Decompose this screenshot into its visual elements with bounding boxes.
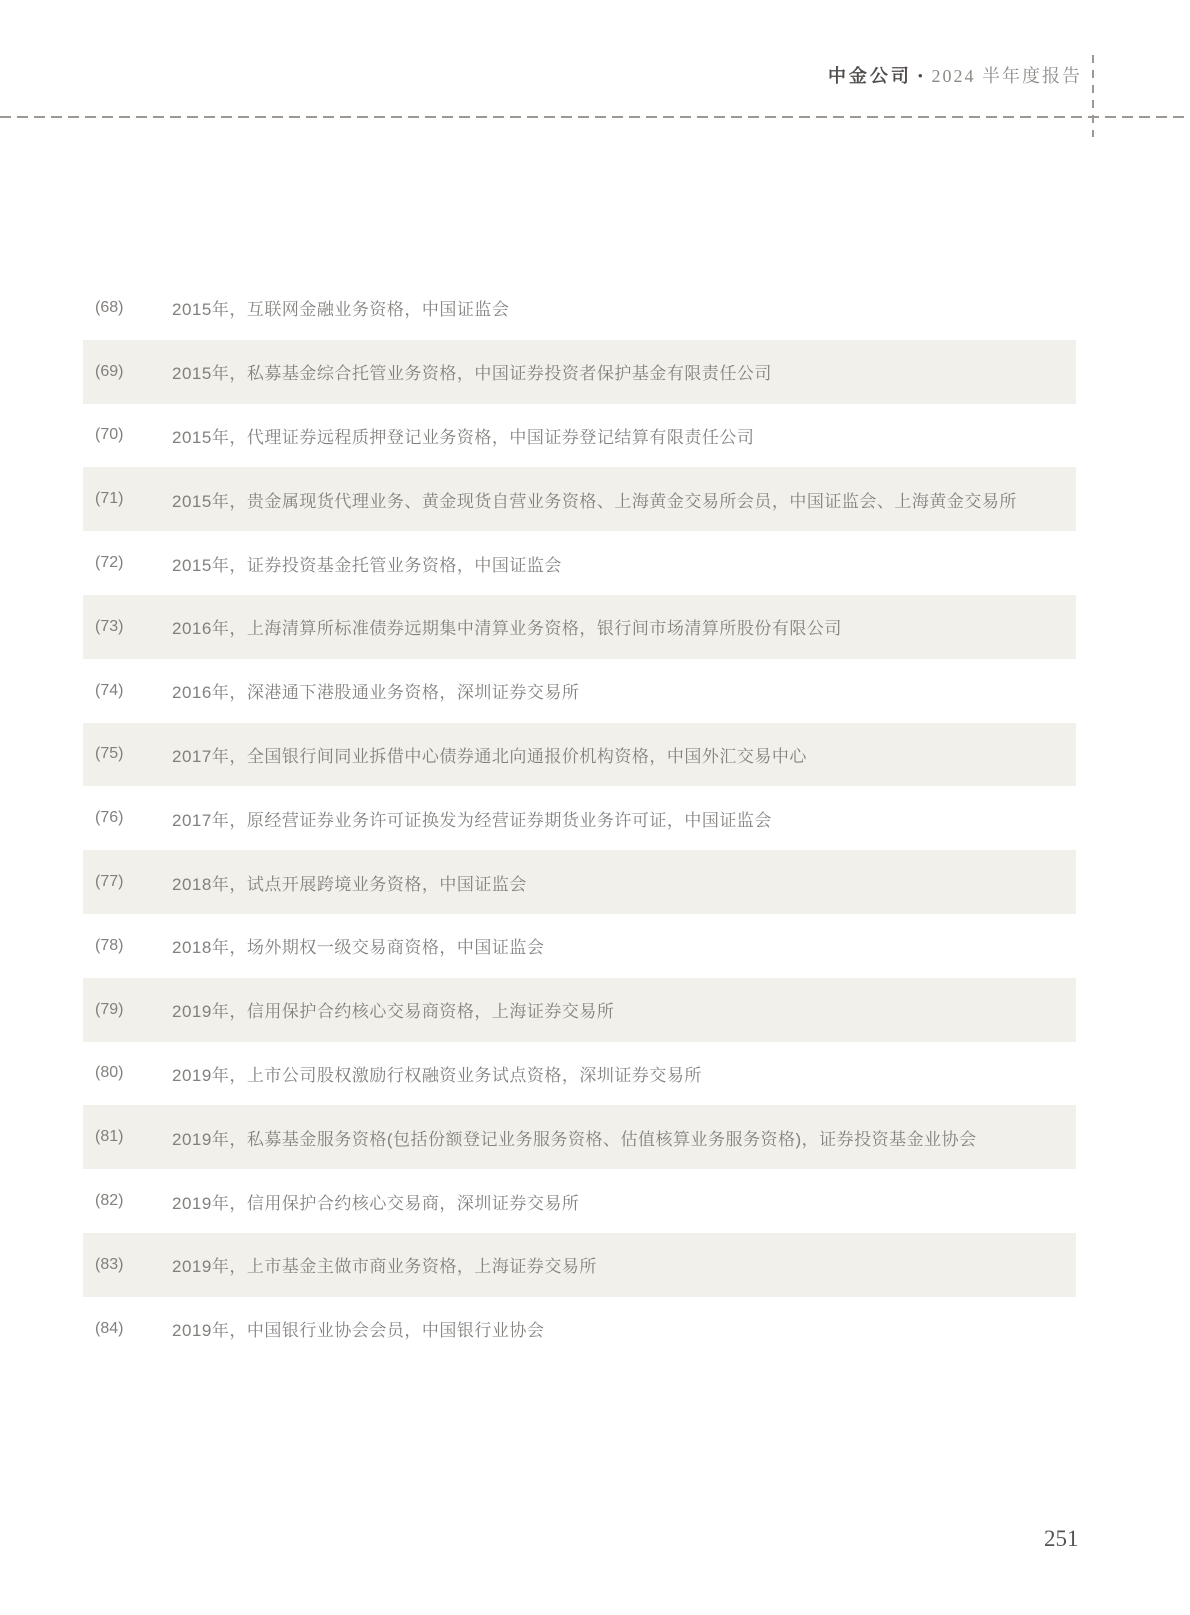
item-text: 2015年，证券投资基金托管业务资格，中国证监会: [172, 555, 562, 575]
header-divider: [0, 116, 1190, 118]
item-number: (77): [95, 873, 124, 891]
company-name: 中金公司: [827, 66, 912, 86]
item-text: 2019年，中国银行业协会会员，中国银行业协会: [172, 1321, 545, 1341]
list-item: [83, 659, 1076, 723]
item-text: 2017年，原经营证券业务许可证换发为经营证券期货业务许可证，中国证监会: [172, 810, 772, 830]
item-text: 2015年，私募基金综合托管业务资格，中国证券投资者保护基金有限责任公司: [172, 364, 772, 384]
item-text: 2015年，互联网金融业务资格，中国证监会: [172, 300, 510, 320]
item-number: (73): [95, 617, 124, 635]
page-number: 251: [1044, 1526, 1079, 1551]
item-number: (68): [95, 298, 124, 316]
item-number: (70): [95, 426, 124, 444]
item-number: (76): [95, 809, 124, 827]
item-number: (78): [95, 936, 124, 954]
list-item: [83, 276, 1076, 340]
item-number: (79): [95, 1000, 124, 1018]
item-number: (81): [95, 1128, 124, 1146]
list-item: [83, 786, 1076, 850]
list-item: [83, 978, 1076, 1042]
list-item: [83, 1169, 1076, 1233]
list-item: [83, 1233, 1076, 1297]
item-number: (83): [95, 1255, 124, 1273]
item-text: 2019年，信用保护合约核心交易商资格，上海证券交易所: [172, 1002, 615, 1022]
page-header: [828, 62, 1082, 88]
item-text: 2019年，上市基金主做市商业务资格，上海证券交易所: [172, 1257, 597, 1277]
list-item: [83, 467, 1076, 531]
item-text: 2015年，贵金属现货代理业务、黄金现货自营业务资格、上海黄金交易所会员，中国证监会、上海黄金交易所: [172, 491, 1017, 511]
header-vertical-divider: [1092, 55, 1094, 137]
item-number: (82): [95, 1192, 124, 1210]
bullet-separator-icon: •: [917, 67, 923, 83]
item-text: 2015年，代理证券远程质押登记业务资格，中国证券登记结算有限责任公司: [172, 427, 755, 447]
list-item: [83, 404, 1076, 468]
item-number: (69): [95, 362, 124, 380]
list-item: [83, 531, 1076, 595]
item-text: 2017年，全国银行间同业拆借中心债券通北向通报价机构资格，中国外汇交易中心: [172, 746, 807, 766]
item-number: (71): [95, 490, 124, 508]
item-number: (84): [95, 1319, 124, 1337]
list-item: [83, 914, 1076, 978]
item-number: (75): [95, 745, 124, 763]
list-item: [83, 1105, 1076, 1169]
list-item: [83, 723, 1076, 787]
item-number: (72): [95, 554, 124, 572]
list-item: [83, 1297, 1076, 1361]
item-number: (74): [95, 681, 124, 699]
item-text: 2016年，深港通下港股通业务资格，深圳证券交易所: [172, 683, 580, 703]
item-text: 2019年，信用保护合约核心交易商，深圳证券交易所: [172, 1193, 580, 1213]
item-number: (80): [95, 1064, 124, 1082]
item-text: 2018年，试点开展跨境业务资格，中国证监会: [172, 874, 527, 894]
qualification-list: [83, 276, 1076, 1361]
list-item: [83, 340, 1076, 404]
report-title: 2024 半年度报告: [931, 66, 1082, 86]
item-text: 2019年，私募基金服务资格(包括份额登记业务服务资格、估值核算业务服务资格)，证券投资基金业协会: [172, 1129, 977, 1149]
item-text: 2018年，场外期权一级交易商资格，中国证监会: [172, 938, 545, 958]
item-text: 2019年，上市公司股权激励行权融资业务试点资格，深圳证券交易所: [172, 1065, 702, 1085]
list-item: [83, 850, 1076, 914]
item-text: 2016年，上海清算所标准债券远期集中清算业务资格，银行间市场清算所股份有限公司: [172, 619, 842, 639]
list-item: [83, 1042, 1076, 1106]
list-item: [83, 595, 1076, 659]
